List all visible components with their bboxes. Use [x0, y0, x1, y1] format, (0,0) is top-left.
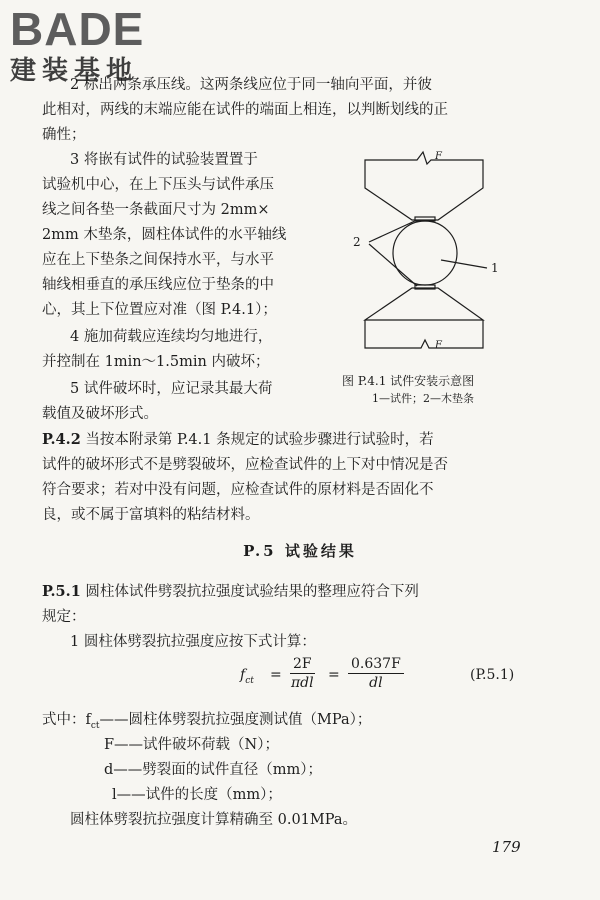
where-line4: l——试件的长度（mm）； [112, 787, 282, 803]
page-number: 179 [492, 838, 521, 856]
label-F-bottom: F [435, 340, 442, 350]
leader-1 [441, 260, 487, 268]
formula-num1: 2F [290, 655, 315, 674]
clause-P42-line2: 试件的破坏形式不是劈裂破坏，应检查试件的上下对中情况是否 [42, 457, 448, 473]
leader-2a [369, 220, 417, 242]
clause-P51-line2: 规定： [42, 609, 86, 625]
clause-P42-text: 当按本附录第 P.4.1 条规定的试验步骤进行试验时，若 [85, 432, 434, 448]
clause-P42-line3: 符合要求；若对中没有问题，应检查试件的原材料是否固化不 [42, 482, 434, 498]
item-1: 1 圆柱体劈裂抗拉强度应按下式计算： [70, 634, 316, 650]
para2-line2: 此相对，两线的末端应能在试件的端面上相连，以判断划线的正 [42, 102, 448, 118]
figure-legend: 1—试件；2—木垫条 [372, 392, 474, 405]
label-1: 1 [491, 261, 499, 275]
para3-line2: 试验机中心，在上下压头与试件承压 [42, 177, 274, 193]
para2-line3: 确性； [42, 127, 86, 143]
formula-num2: 0.637F [348, 655, 404, 674]
clause-P51-number: P.5.1 [42, 583, 81, 600]
where-line1: 式中：$f_{ct}——$圆柱体劈裂抗拉强度测试值（MPa）； [42, 712, 372, 731]
para3-line3: 线之间各垫一条截面尺寸为 2mm× [42, 202, 270, 218]
para3-line5: 应在上下垫条之间保持水平，与水平 [42, 252, 274, 268]
formula-eq1: = [270, 667, 282, 683]
formula-den2: dl [369, 675, 383, 691]
clause-P42-number: P.4.2 [42, 431, 81, 448]
para3-line6: 轴线相垂直的承压线应位于垫条的中 [42, 277, 274, 293]
clause-P42-line4: 良，或不属于富填料的粘结材料。 [42, 507, 260, 523]
precision-note: 圆柱体劈裂抗拉强度计算精确至 0.01MPa。 [70, 812, 357, 828]
para5-line1: 5 试件破坏时，应记录其最大荷 [70, 381, 273, 397]
upper-platen [365, 152, 483, 220]
where-line2: F——试件破坏荷载（N）； [104, 737, 279, 753]
para4-line1: 4 施加荷载应连续均匀地进行， [70, 329, 273, 345]
label-F-top: F [435, 151, 442, 162]
formula-fraction-2 [348, 655, 404, 692]
label-2: 2 [353, 235, 361, 249]
para2-line1: 2 标出两条承压线。这两条线应位于同一轴向平面，并彼 [70, 77, 432, 93]
formula-eq2: = [328, 667, 340, 683]
para5-line2: 载值及破坏形式。 [42, 406, 158, 422]
section-heading: P.5 试验结果 [243, 542, 357, 560]
formula-den1: πdl [290, 675, 314, 691]
formula-P51 [240, 655, 600, 701]
where-line3: d——劈裂面的试件直径（mm）； [104, 762, 323, 778]
clause-P51-text: 圆柱体试件劈裂抗拉强度试验结果的整理应符合下列 [85, 584, 419, 600]
formula-number: (P.5.1) [470, 667, 515, 683]
specimen-setup-figure [335, 150, 545, 350]
clause-P51-line1 [42, 582, 419, 602]
lower-bed [365, 320, 483, 348]
clause-P42-line1 [42, 430, 434, 450]
para4-line2: 并控制在 1min～1.5min 内破坏； [42, 354, 270, 370]
para3-line7: 心，其上下位置应对准（图 P.4.1）； [42, 302, 277, 318]
logo-wordmark: BADE [10, 3, 145, 55]
figure-caption: 图 P.4.1 试件安装示意图 [342, 374, 475, 388]
para3-line1: 3 将嵌有试件的试验装置置于 [70, 152, 258, 168]
formula-fraction-1 [290, 655, 315, 692]
formula-lhs: $f_{ct}$ [240, 667, 254, 686]
logo-subtitle: 建装基地 [10, 56, 139, 86]
para3-line4: 2mm 木垫条，圆柱体试件的水平轴线 [42, 227, 287, 243]
lower-platen [365, 288, 483, 320]
cylinder-specimen [393, 221, 457, 285]
